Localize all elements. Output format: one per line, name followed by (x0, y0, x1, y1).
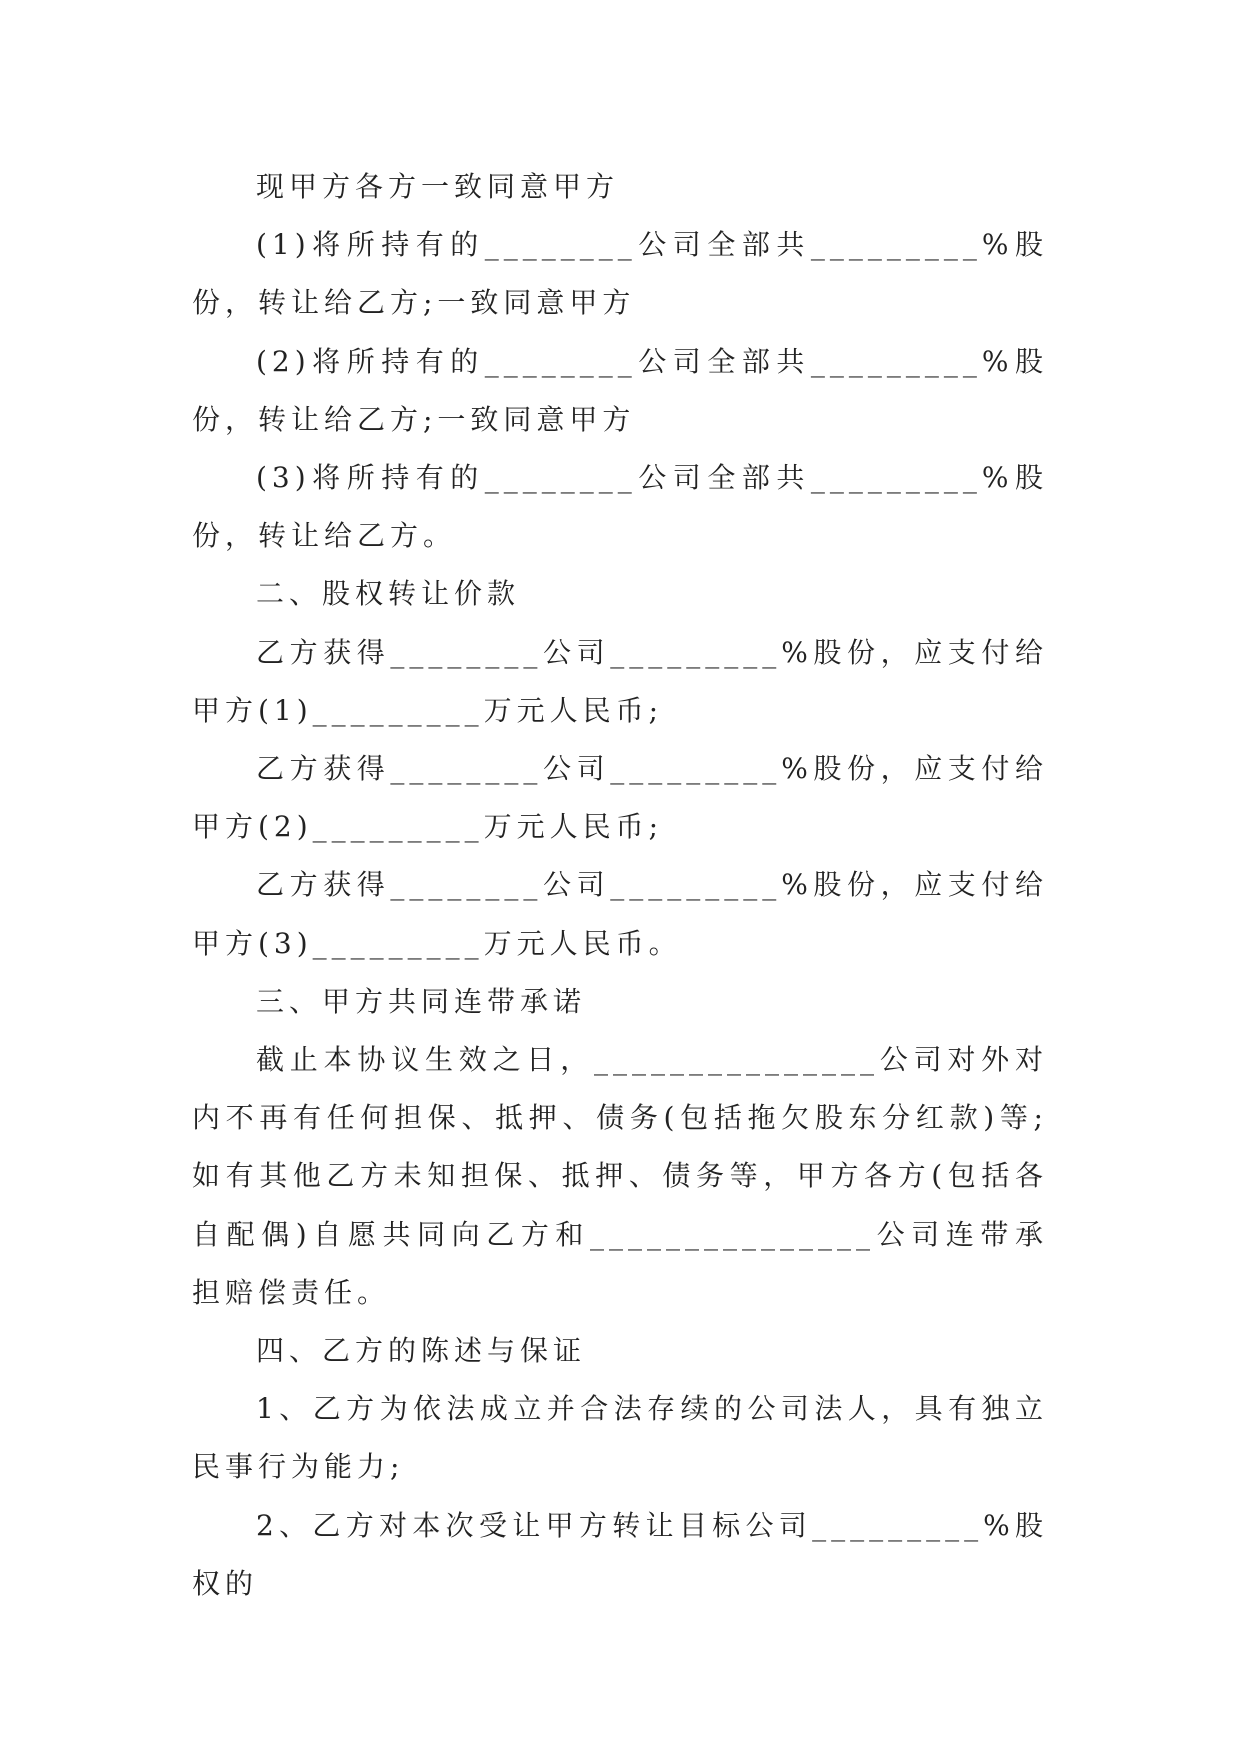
paragraph-representation-1: 1、乙方为依法成立并合法存续的公司法人，具有独立民事行为能力; (192, 1392, 1048, 1484)
paragraph-intro: 现甲方各方一致同意甲方 (256, 170, 620, 203)
paragraph-price-1: 乙方获得________公司_________%股份，应支付给甲方(1)_________万元人民币; (192, 635, 1048, 727)
section-heading-price: 二、股权转让价款 (256, 577, 521, 611)
section-heading-representations: 四、乙方的陈述与保证 (256, 1334, 587, 1368)
document-body (192, 158, 1048, 1613)
section-heading-joint-commitment: 三、甲方共同连带承诺 (256, 984, 587, 1018)
paragraph-representation-2: 2、乙方对本次受让甲方转让目标公司_________%股权的 (192, 1508, 1048, 1600)
paragraph-price-3: 乙方获得________公司_________%股份，应支付给甲方(3)_________万元人民币。 (192, 868, 1048, 960)
paragraph-joint-commitment: 截止本协议生效之日，_______________公司对外对内不再有任何担保、抵押、债务(包括拖欠股东分红款)等;如有其他乙方未知担保、抵押、债务等，甲方各方(包括各自配偶)自愿共同向乙方和_______________公司连带承担赔偿责任。 (192, 1043, 1048, 1309)
paragraph-price-2: 乙方获得________公司_________%股份，应支付给甲方(2)_________万元人民币; (192, 752, 1048, 844)
paragraph-transfer-3: (3)将所持有的________公司全部共_________%股份，转让给乙方。 (192, 461, 1048, 553)
paragraph-transfer-1: (1)将所持有的________公司全部共_________%股份，转让给乙方;一致同意甲方 (192, 228, 1048, 320)
paragraph-transfer-2: (2)将所持有的________公司全部共_________%股份，转让给乙方;一致同意甲方 (192, 344, 1048, 436)
